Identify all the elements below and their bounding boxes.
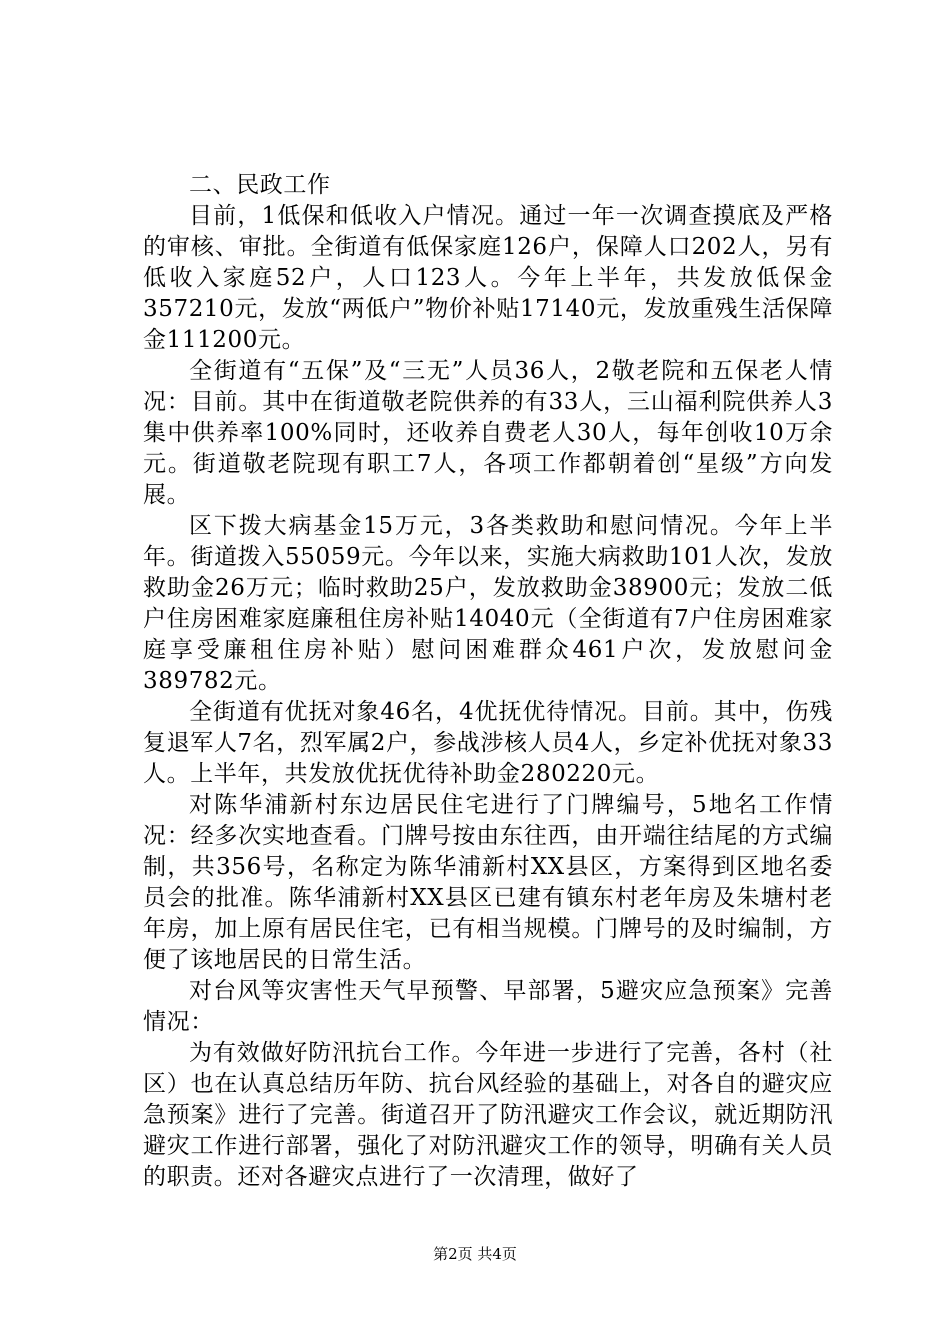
paragraph-place-names: 对陈华浦新村东边居民住宅进行了门牌编号，5地名工作情况：经多次实地查看。门牌号按由东往西，由开端往结尾的方式编制，共356号，名称定为陈华浦新村XX县区，方案得到区地名委员会的批准。陈华浦新村XX县区已建有镇东村老年房及朱塘村老年房，加上原有居民住宅，已有相当规模。门牌号的及时编制，方便了该地居民的日常生活。 [143,792,833,973]
paragraph-emergency-plan-heading: 对台风等灾害性天气早预警、早部署，5避灾应急预案》完善情况： [143,978,833,1035]
document-body [143,170,833,1193]
paragraph-preferential-care: 全街道有优抚对象46名，4优抚优待情况。目前。其中，伤残复退军人7名，烈军属2户，参战涉核人员4人，乡定补优抚对象33人。上半年，共发放优抚优待补助金280220元。 [143,699,833,787]
section-heading: 二、民政工作 [189,172,331,198]
paragraph-relief: 区下拨大病基金15万元，3各类救助和慰问情况。今年上半年。街道拨入55059元。今年以来，实施大病救助101人次，发放救助金26万元；临时救助25户，发放救助金38900元；发放二低户住房困难家庭廉租住房补贴14040元（全街道有7户住房困难家庭享受廉租住房补贴）慰问困难群众461户次，发放慰问金389782元。 [143,513,833,694]
page-footer: 第2页 共4页 [433,1245,517,1263]
paragraph-flood-prevention: 为有效做好防汛抗台工作。今年进一步进行了完善，各村（社区）也在认真总结历年防、抗台风经验的基础上，对各自的避灾应急预案》进行了完善。街道召开了防汛避灾工作会议，就近期防汛避灾工作进行部署，强化了对防汛避灾工作的领导，明确有关人员的职责。还对各避灾点进行了一次清理，做好了 [143,1040,833,1190]
paragraph-low-income: 目前，1低保和低收入户情况。通过一年一次调查摸底及严格的审核、审批。全街道有低保家庭126户，保障人口202人，另有低收入家庭52户，人口123人。今年上半年，共发放低保金357210元，发放“两低户”物价补贴17140元，发放重残生活保障金111200元。 [143,203,833,353]
paragraph-nursing-home: 全街道有“五保”及“三无”人员36人，2敬老院和五保老人情况：目前。其中在街道敬老院供养的有33人，三山福利院供养人3集中供养率100%同时，还收养自费老人30人，每年创收10万余元。街道敬老院现有职工7人，各项工作都朝着创“星级”方向发展。 [143,358,833,508]
